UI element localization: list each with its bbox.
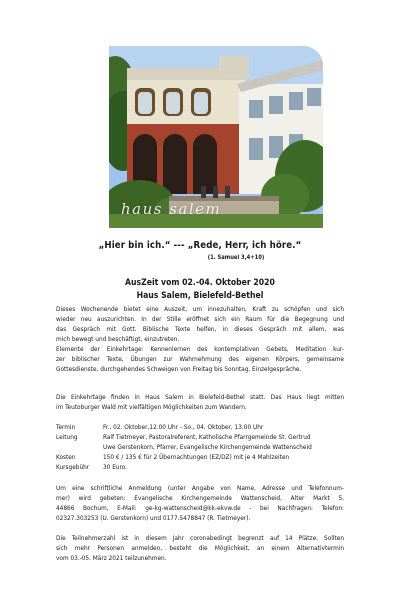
detail-label: Kosten (56, 452, 76, 461)
bible-reference-text: (1. Samuel 3,4+10) (207, 255, 265, 261)
detail-row-leitung (56, 433, 356, 443)
text-line: Elemente der Einkehrtage: Kennenlernen des kontemplativen Gebets, Meditation kur- (56, 345, 344, 353)
detail-value: Uwe Gerstenkorn, Pfarrer, Evangelische Kirchengemeinde Wattenscheid (103, 442, 312, 451)
text-line: Die Teilnehmerzahl ist in diesem Jahr coronabedingt begrenzt auf 14 Plätze. Sollten (56, 534, 344, 542)
event-details (56, 423, 356, 473)
bible-reference (0, 255, 400, 261)
text-line: Dieses Wochenende bietet eine Auszeit, um innezuhalten, Kraft zu schöpfen und sich (56, 305, 344, 313)
detail-row-kursgebuehr (56, 463, 356, 473)
detail-label (56, 443, 103, 453)
detail-label: Leitung (56, 432, 78, 441)
detail-label: Termin (56, 423, 76, 431)
text-line: sich mehr Personen anmelden, besteht die Möglichkeit, an einem Alternativtermin (56, 543, 344, 552)
text-line: vom 03.-05. März 2021 teilzunehmen. (56, 553, 167, 562)
haus-salem-photo (109, 46, 323, 228)
text-line: 44866 Bochum, E-Mail: ge-kg-wattenscheid@kk-ekvw.de - bei Nachfragen: Telefon: (56, 503, 344, 512)
text-line: wieder neu auszurichten. In der Stille eröffnet sich ein Raum für die Begegnung und (56, 314, 344, 323)
detail-value: 30 Euro. (103, 462, 128, 471)
registration-paragraph (56, 484, 344, 524)
text-line: 02327.303253 (U. Gerstenkorn) und 0177.5478847 (R. Tietmeyer). (56, 513, 251, 522)
participant-limit-paragraph (56, 534, 344, 564)
text-line: zer biblischer Texte, Übungen zur Wahrnehmung des eigenen Körpers, gemeinsame (56, 354, 344, 363)
detail-value: 150 € / 135 € für 2 Übernachtungen (EZ/DZ) mit je 4 Mahlzeiten (103, 452, 290, 461)
photo-caption: haus salem (121, 200, 222, 218)
detail-row-termin (56, 423, 356, 433)
elements-paragraph (56, 345, 344, 375)
bible-quote: „Hier bin ich.“ --- „Rede, Herr, ich höre.“ (98, 240, 302, 251)
text-line: mer) wird gebeten: Evangelische Kirchengemeinde Wattenscheid, Alter Markt 5, (56, 493, 344, 502)
text-line: Gottesdienste, durchgehendes Schweigen von Freitag bis Sonntag, Einzelgespräche. (56, 364, 302, 373)
place-paragraph (56, 393, 344, 413)
text-line: im Teutoburger Wald mit vielfältigen Möglichkeiten zum Wandern. (56, 402, 247, 411)
intro-paragraph (56, 305, 344, 345)
detail-row-leitung-2 (56, 443, 356, 453)
detail-row-kosten (56, 453, 356, 463)
text-line: das Gespräch mit Gott. Biblische Texte helfen, in dieses Gespräch mit allem, was (56, 324, 344, 333)
text-line: Die Einkehrtage finden in Haus Salem in Bielefeld-Bethel statt. Das Haus liegt mitten (56, 393, 344, 401)
detail-label: Kursgebühr (56, 462, 90, 471)
detail-value: Fr., 02. Oktober,12.00 Uhr - So., 04. Oktober, 13.00 Uhr (103, 423, 264, 431)
event-title: AusZeit vom 02.-04. Oktober 2020 (125, 278, 275, 288)
text-line: Um eine schriftliche Anmeldung (unter Angabe von Name, Adresse und Telefonnum- (56, 484, 344, 492)
event-place: Haus Salem, Bielefeld-Bethel (136, 291, 264, 301)
detail-value: Ralf Tietmeyer, Pastoralreferent, Katholische Pfarrgemeinde St. Gertrud (103, 432, 311, 441)
text-line: mich bewegt und beschäftigt, einzutreten. (56, 334, 180, 343)
